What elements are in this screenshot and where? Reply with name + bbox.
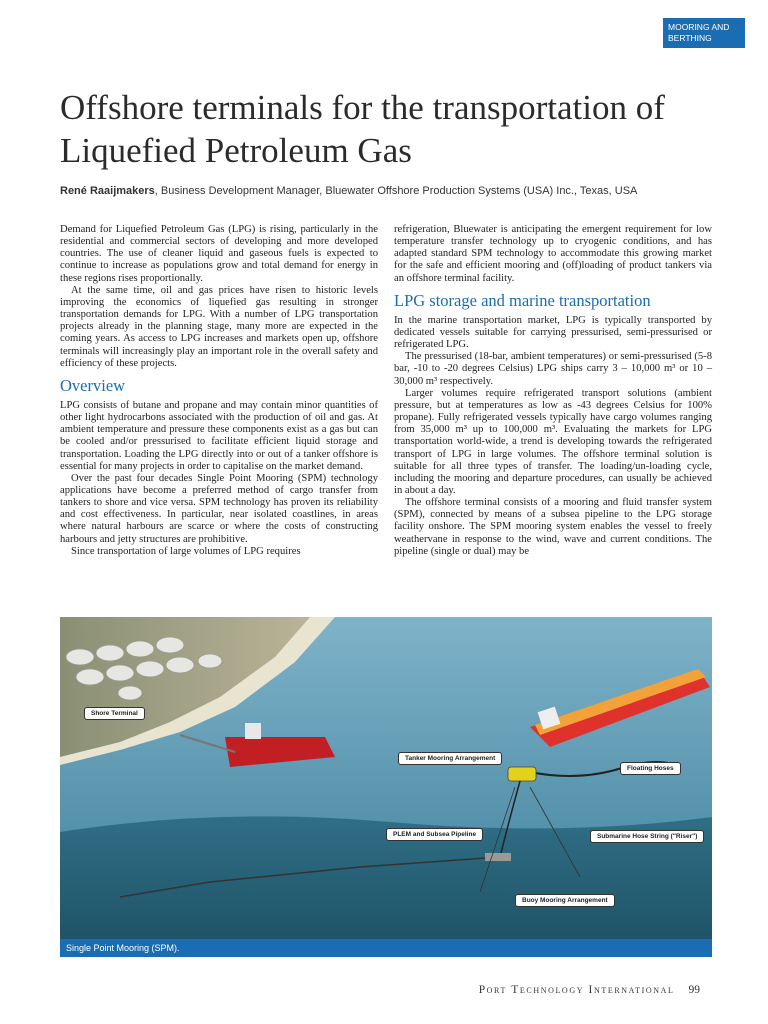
page-footer [479,984,700,996]
figure-caption: Single Point Mooring (SPM). [60,939,712,957]
paragraph: Larger volumes require refrigerated transport solutions (ambient pressure, but at temperatures as low as -43 degrees Celsius for 100% propane). Fully refrigerated vessels typically have cargo volumes ranging from 35,000 m³ up to 100,000 m³. Evaluating the markets for LPG transportation world-wide, a trend is developing towards the refrigerated transport of LPG in large volumes. The offshore terminal solution is suitable for all three types of transfer. The loading/un-loading cycle, including the mooring and departure procedures, can usually be achieved in about a day. [394,387,712,496]
spm-figure [60,617,712,957]
paragraph: In the marine transportation market, LPG is typically transported by dedicated vessels suitable for carrying pressurised, semi-pressurised or refrigerated LPG. [394,314,712,351]
label-buoy-mooring: Buoy Mooring Arrangement [515,894,615,907]
section-heading-overview: Overview [60,375,126,395]
byline [60,185,740,197]
label-riser: Submarine Hose String ("Riser") [590,830,704,843]
label-shore-terminal: Shore Terminal [84,707,145,720]
paragraph: Over the past four decades Single Point Mooring (SPM) technology applications have become a preferred method of cargo transfer from tankers to shore and vice versa. SPM technology has proven its reliability and cost effectiveness. In particular, near isolated coastlines, in areas where natural harbours are scarce or where the costs of constructing harbours and jetty structures are prohibitive. [60,472,378,545]
page-number: 99 [688,984,700,996]
plem [485,853,511,861]
paragraph: The offshore terminal consists of a mooring and fluid transfer system (SPM), connected by means of a subsea pipeline to the LPG storage facility onshore. The SPM mooring system enables the vessel to freely weathervane in response to the wind, wave and current conditions. The pipeline (single or dual) may be [394,497,712,557]
spm-buoy [508,767,536,781]
column-left [60,224,378,558]
label-plem: PLEM and Subsea Pipeline [386,828,483,841]
paragraph: LPG consists of butane and propane and may contain minor quantities of other light hydrocarbons associated with the production of oil and gas. At ambient temperature and pressure these components exist as a gas but can be cooled and/or pressurised to facilitate efficient liquid storage and transportation. Loading the LPG directly into or out of a tanker offshore is essential for many projects in order to capitalise on the market demand. [60,399,378,472]
label-floating-hoses: Floating Hoses [620,762,681,775]
column-right [394,224,712,558]
paragraph: Demand for Liquefied Petroleum Gas (LPG) is rising, particularly in the residential and commercial sectors of developing and more developed countries. The use of cleaner liquid and gaseous fuels is expected to continue to increase as populations grow and total demand for energy in these regions rises proportionally. [60,224,378,284]
paragraph: Since transportation of large volumes of LPG requires [71,545,301,557]
author-affiliation: , Business Development Manager, Bluewater Offshore Production Systems (USA) Inc., Texas, USA [154,185,638,197]
paragraph: The pressurised (18-bar, ambient temperatures) or semi-pressurised (5-8 bar, -10 to -20 degrees Celsius) LPG ships carry 3 – 10,000 m³ or 10 – 30,000 m³ respectively. [394,351,712,387]
paragraph: At the same time, oil and gas prices have risen to historic levels improving the economics of liquefied gas resulting in stronger transportation demands for LPG. With a number of LPG transportation projects already in the planning stage, many more are expected in the coming years. As access to LPG increases and markets open up, offshore terminals will increasingly play an important role in the overall safety and efficiency of these projects. [60,284,378,369]
article-title: Offshore terminals for the transportation of Liquefied Petroleum Gas [60,88,665,170]
section-heading-storage: LPG storage and marine transportation [394,290,651,310]
label-tanker-mooring: Tanker Mooring Arrangement [398,752,502,765]
section-tag: MOORING AND BERTHING [663,18,745,48]
paragraph: refrigeration, Bluewater is anticipating the emergent requirement for low temperature transfer technology up to cryogenic conditions, and has adapted standard SPM technology to accommodate this growing market for the safe and efficient mooring and (off)loading of product tankers via an offshore terminal facility. [394,224,712,284]
author-name: René Raaijmakers [60,185,155,197]
journal-name: Port Technology International [478,984,675,996]
